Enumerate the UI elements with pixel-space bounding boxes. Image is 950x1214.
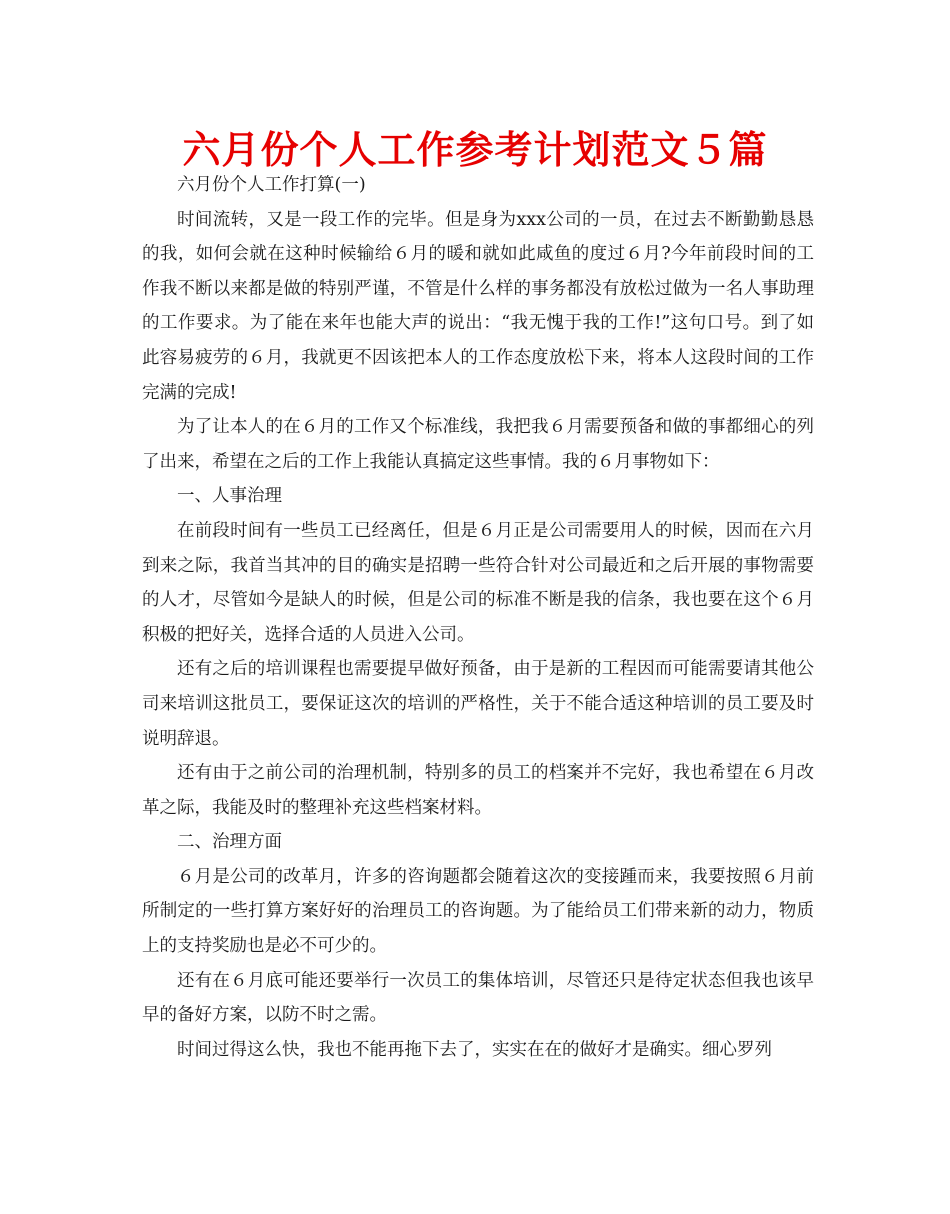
- paragraph: ６月是公司的改革月，许多的咨询题都会随着这次的变接踵而来，我要按照６月前所制定的一些打算方案好好的治理员工的咨询题。为了能给员工们带来新的动力，物质上的支持奖励也是必不可少的。: [142, 866, 814, 957]
- paragraph: 还有在６月底可能还要举行一次员工的集体培训，尽管还只是待定状态但我也该早早的备好方案，以防不时之需。: [142, 970, 814, 1026]
- paragraph-heading-hr: 一、人事治理: [177, 486, 282, 507]
- paragraph: 为了让本人的在６月的工作又个标准线，我把我６月需要预备和做的事都细心的列了出来，希望在之后的工作上我能认真搞定这些事情。我的６月事物如下：: [142, 417, 814, 472]
- paragraph: 还有由于之前公司的治理机制，特别多的员工的档案并不完好，我也希望在６月改革之际，我能及时的整理补充这些档案材料。: [142, 763, 814, 818]
- paragraph: 还有之后的培训课程也需要提早做好预备，由于是新的工程因而可能需要请其他公司来培训这批员工，要保证这次的培训的严格性，关于不能合适这种培训的员工要及时说明辞退。: [142, 659, 814, 749]
- paragraph-heading-management: 二、治理方面: [177, 832, 282, 853]
- paragraph: 时间流转，又是一段工作的完毕。但是身为xxx公司的一员，在过去不断勤勤恳恳的我，如何会就在这种时候输给６月的暖和就如此咸鱼的度过６月?今年前段时间的工作我不断以来都是做的特别严谨，不管是什么样的事务都没有放松过做为一名人事助理的工作要求。为了能在来年也能大声的说出：“我无愧于我的工作!”这句口号。到了如此容易疲劳的６月，我就更不因该把本人的工作态度放松下来，将本人这段时间的工作完满的完成!: [142, 209, 814, 403]
- paragraph: 在前段时间有一些员工已经离任，但是６月正是公司需要用人的时候，因而在六月到来之际，我首当其冲的目的确实是招聘一些符合针对公司最近和之后开展的事物需要的人才，尽管如今是缺人的时候，但是公司的标准不断是我的信条，我也要在这个６月积极的把好关，选择合适的人员进入公司。: [142, 520, 814, 645]
- paragraph-section-heading: 六月份个人工作打算(一): [177, 175, 366, 195]
- document-title: 六月份个人工作参考计划范文５篇: [182, 128, 768, 172]
- document-body: [142, 168, 814, 1067]
- paragraph: 时间过得这么快，我也不能再拖下去了，实实在在的做好才是确实。细心罗列: [177, 1039, 772, 1060]
